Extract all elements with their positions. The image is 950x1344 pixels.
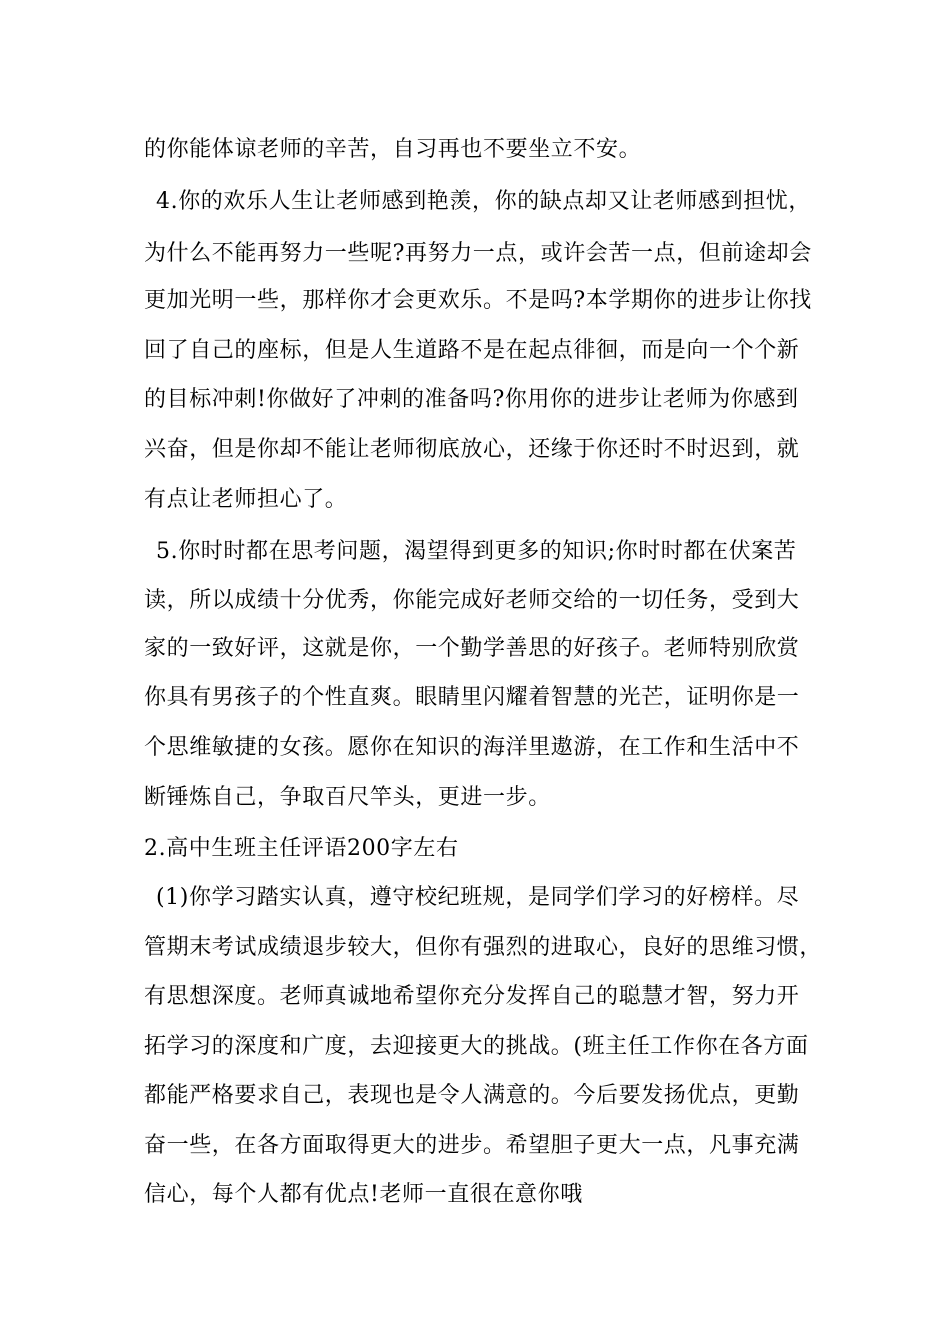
text-line-10: 读，所以成绩十分优秀，你能完成好老师交给的一切任务，受到大 — [144, 588, 800, 613]
text-line-17: 管期末考试成绩退步较大，但你有强烈的进取心，良好的思维习惯， — [144, 935, 823, 960]
text-line-4: 更加光明一些，那样你才会更欢乐。不是吗?本学期你的进步让你找 — [144, 288, 812, 313]
text-line-13: 个思维敏捷的女孩。愿你在知识的海洋里遨游，在工作和生活中不 — [144, 735, 800, 760]
text-line-9: 5.你时时都在思考问题，渴望得到更多的知识;你时时都在伏案苦 — [156, 539, 797, 564]
text-line-14: 断锤炼自己，争取百尺竿头，更进一步。 — [144, 785, 551, 810]
text-line-8: 有点让老师担心了。 — [144, 487, 348, 512]
section-heading: 2.高中生班主任评语200字左右 — [144, 836, 459, 861]
text-line-16: (1)你学习踏实认真，遵守校纪班规，是同学们学习的好榜样。尽 — [156, 885, 800, 910]
text-line-2: 4.你的欢乐人生让老师感到艳羡，你的缺点却又让老师感到担忧， — [156, 189, 811, 214]
text-line-20: 都能严格要求自己，表现也是令人满意的。今后要发扬优点，更勤 — [144, 1083, 800, 1108]
text-line-7: 兴奋，但是你却不能让老师彻底放心，还缘于你还时不时迟到，就 — [144, 437, 800, 462]
text-line-22: 信心，每个人都有优点!老师一直很在意你哦 — [144, 1182, 583, 1207]
text-line-6: 的目标冲刺!你做好了冲刺的准备吗?你用你的进步让老师为你感到 — [144, 387, 799, 412]
text-line-11: 家的一致好评，这就是你，一个勤学善思的好孩子。老师特别欣赏 — [144, 636, 800, 661]
text-line-21: 奋一些，在各方面取得更大的进步。希望胆子更大一点，凡事充满 — [144, 1133, 800, 1158]
text-line-5: 回了自己的座标，但是人生道路不是在起点徘徊，而是向一个个新 — [144, 338, 800, 363]
text-line-19: 拓学习的深度和广度，去迎接更大的挑战。(班主任工作你在各方面 — [144, 1034, 809, 1059]
text-line-1: 的你能体谅老师的辛苦，自习再也不要坐立不安。 — [144, 137, 642, 162]
text-line-18: 有思想深度。老师真诚地希望你充分发挥自己的聪慧才智，努力开 — [144, 984, 800, 1009]
text-line-12: 你具有男孩子的个性直爽。眼睛里闪耀着智慧的光芒，证明你是一 — [144, 685, 800, 710]
text-line-3: 为什么不能再努力一些呢?再努力一点，或许会苦一点，但前途却会 — [144, 241, 812, 266]
